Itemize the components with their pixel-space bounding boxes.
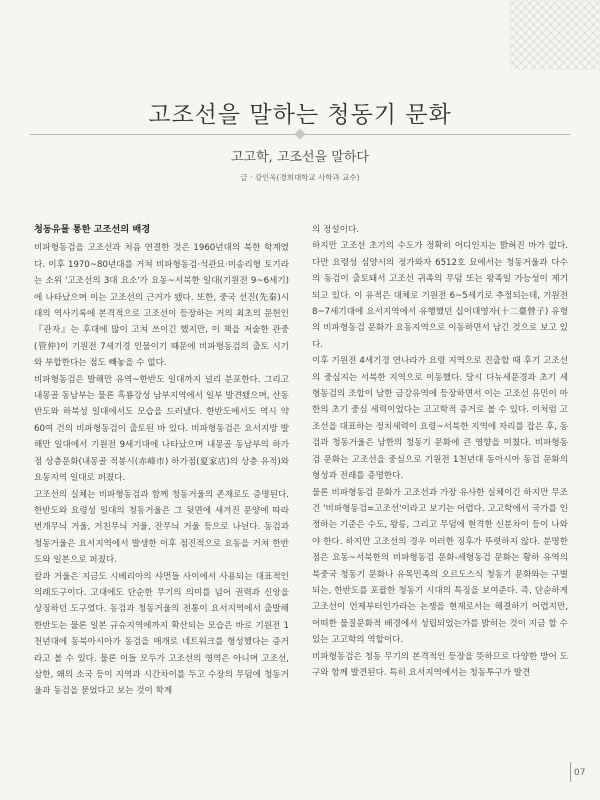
author-byline: 글 · 강인욱(경희대학교 사학과 교수) <box>240 173 360 182</box>
paragraph: 칼과 거울은 지금도 시베리아의 샤먼들 사이에서 사용되는 대표적인 의례도구이다. 고대에도 단순한 무기의 의미를 넘어 권력과 신앙을 상징하던 도구였다. 동검과 청동거울의 전통이 요서지역에서 출발해 한반도는 물론 일본 규슈지역에까지 확산되는 모습은 바로 기원전 1천년대에 동북아시아가 동검을 매개로 네트워크를 형성했다는 증거라고 볼 수 있다. 물론 이들 모두가 고조선의 영역은 아니며 고조선, 삼한, 왜의 소국 등이 지역과 시간차이를 두고 수장의 무덤에 청동거울과 동검을 묻었다고 보는 것이 학계 <box>34 571 289 697</box>
paragraph: 이후 기원전 4세기경 연나라가 요령 지역으로 진출할 때 후기 고조선의 중심지는 서북한 지역으로 이동했다. 당시 다뉴세문경과 초기 세형동검의 조합이 남한 금강유역에 등장하면서 이는 고조선 유민이 마한의 초기 중심 세력이었다는 고고학적 증거로 볼 수 있다. 이처럼 고조선을 대표하는 정치세력이 요령~서북한 지역에 자리를 잡은 후, 동검과 청동거울은 남한의 청동기 문화에 큰 영향을 미쳤다. 비파형동검 문화는 고조선을 중심으로 기원전 1천년대 동아시아 동검 문화의 형성과 전래를 증명한다. <box>312 356 568 482</box>
section-heading: 청동유물 통한 고조선의 배경 <box>34 224 151 235</box>
paragraph: 비파형동검은 발해만 유역~한반도 일대까지 널리 분포한다. 그리고 내몽골 동남부는 물론 흑룡강성 남부지역에서 일부 발견됐으며, 산동반도와 하북성 일대에서도 모습을 드러냈다. 한반도에서도 역시 약 60여 건의 비파형동검이 출토된 바 있다. 비파형동검은 요서지방 발해만 일대에서 기원전 9세기대에 나타났으며 내몽골 동남부의 하가점 상층문화(내몽골 적봉시(赤峰市) 하가점(夏家店)의 상층 유적)와 요동지역 일대로 퍼졌다. <box>34 374 289 484</box>
article-title: 고조선을 말하는 청동기 문화 <box>148 102 452 128</box>
paragraph: 고조선의 실체는 비파형동검과 함께 청동거울의 존재로도 증명된다. 한반도와 요령성 일대의 청동거울은 그 뒷면에 새겨진 문양에 따라 번개무늬 거울, 거친무늬 거울, 잔무늬 거울 등으로 나뉜다. 동검과 청동거울은 요서지역에서 발생한 이후 점진적으로 요동을 거쳐 한반도와 일본으로 퍼졌다. <box>34 489 289 566</box>
page-number-divider <box>570 762 571 782</box>
article-subtitle: 고고학, 고조선을 말하다 <box>231 150 369 165</box>
paragraph: 비파형동검을 고조선과 처음 연결한 것은 1960년대의 북한 학계였다. 이후 1970~80년대를 거쳐 비파형동검·석관묘·미송리형 토기라는 소위 '고조선의 3대 요소'가 요동~서북한 일대(기원전 9~6세기)에 나타났으며 이는 고조선의 근거가 됐다. 또한, 중국 선진(先秦)시대의 역사기록에 본격적으로 고조선이 등장하는 거의 최초의 문헌인 『관자』는 후대에 많이 고쳐 쓰이긴 했지만, 이 책을 저술한 관중(管仲)이 기원전 7세기경 인물이기 때문에 비파형동검의 출토 시기와 부합한다는 점도 빼놓을 수 없다. <box>34 243 289 369</box>
paragraph: 비파형동검은 청동 무기의 본격적인 등장을 뜻하므로 다양한 방어 도구와 함께 발견된다. 특히 요서지역에서는 청동투구가 발견 <box>312 651 568 678</box>
paragraph: 하지만 고조선 초기의 수도가 정확히 어디인지는 밝혀진 바가 없다. 다만 요령성 심양시의 정가와자 6512호 묘에서는 청동거울과 다수의 동검이 출토돼서 고조선 귀족의 무덤 또는 왕족일 가능성이 제기되고 있다. 이 유적은 대체로 기원전 6~5세기로 추정되는데, 기원전 8~7세기대에 요서지역에서 유행했던 십이대영자(十二臺營子) 유형의 비파형동검 문화가 요동지역으로 이동하면서 남긴 것으로 보고 있다. <box>312 241 568 350</box>
left-column <box>34 222 289 700</box>
paragraph: 물론 비파형동검 문화가 고조선과 가장 유사한 실체이긴 하지만 무조건 '비파형동검=고조선'이라고 보기는 어렵다. 고고학에서 국가를 인정하는 기준은 수도, 왕릉, 그리고 무덤에 현격한 신분차이 등이 나와야 한다. 하지만 고조선의 경우 이러한 징후가 뚜렷하지 않다. 분명한 점은 요동~서북한의 비파형동검 문화-세형동검 문화는 황하 유역의 북중국 청동기 문화나 유목민족의 오르도스식 청동기 문화와는 구별되는, 한반도를 포괄한 청동기 시대의 특징을 보여준다. 즉, 단순하게 고조선이 언제부터인가라는 논쟁을 현재로서는 해결하기 어렵지만, 어떠한 물질문화적 배경에서 성립되었는가를 밝히는 것이 지금 할 수 있는 고고학의 역할이다. <box>312 487 568 646</box>
divider-diamond-icon <box>294 128 305 139</box>
corner-decoration <box>510 0 600 70</box>
right-column <box>312 222 568 681</box>
paragraph: 의 정설이다. <box>312 225 359 235</box>
page-number: 07 <box>574 768 586 778</box>
